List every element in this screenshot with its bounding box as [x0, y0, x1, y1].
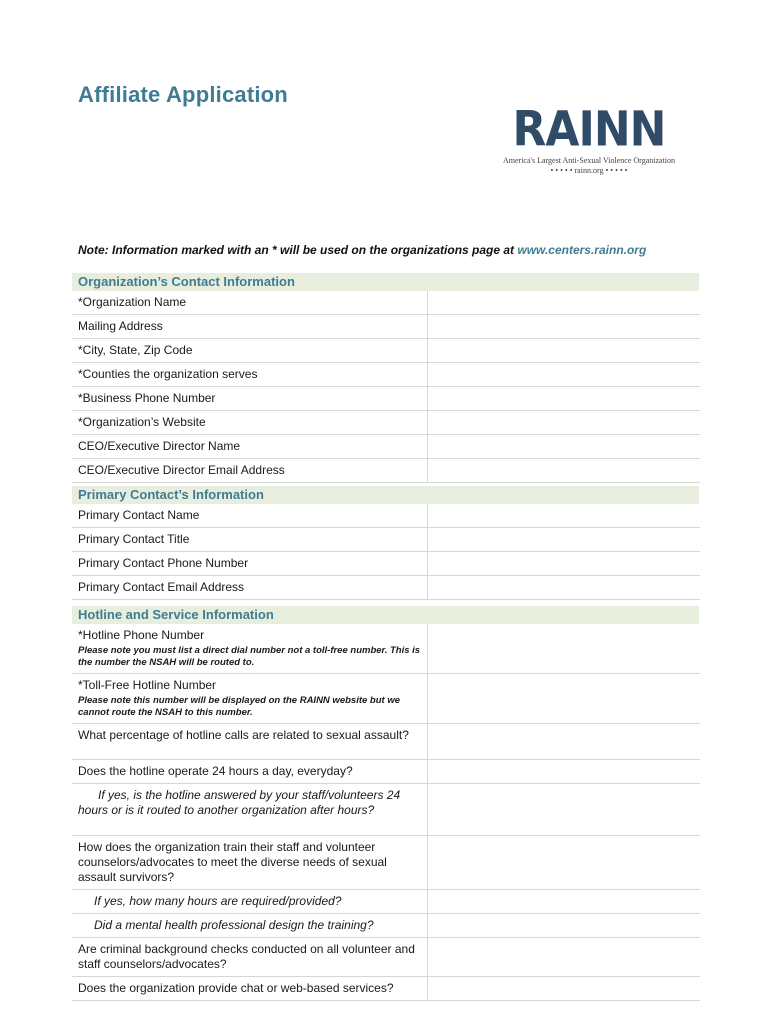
table-row	[72, 552, 700, 576]
field-label: *Counties the organization serves	[72, 363, 428, 387]
tollfree-label: *Toll-Free Hotline Number	[78, 678, 217, 692]
section-heading: Hotline and Service Information	[72, 606, 699, 624]
org-name-field[interactable]	[428, 291, 701, 315]
field-label: Does the organization provide chat or web-based services?	[72, 977, 428, 1001]
open-24-field[interactable]	[428, 760, 701, 784]
org-contact-table	[72, 291, 700, 483]
field-label: Primary Contact Title	[72, 528, 428, 552]
page-title: Affiliate Application	[78, 82, 288, 107]
counties-field[interactable]	[428, 363, 701, 387]
field-label: Mailing Address	[72, 315, 428, 339]
table-row	[72, 411, 700, 435]
note-text	[78, 243, 646, 257]
field-label	[72, 674, 428, 724]
ceo-name-field[interactable]	[428, 435, 701, 459]
hotline-phone-field[interactable]	[428, 624, 701, 674]
field-label: Are criminal background checks conducted on all volunteer and staff counselors/advocates?	[72, 938, 428, 977]
field-label: CEO/Executive Director Email Address	[72, 459, 428, 483]
hotline-table	[72, 624, 700, 1001]
business-phone-field[interactable]	[428, 387, 701, 411]
field-label: *City, State, Zip Code	[72, 339, 428, 363]
table-row	[72, 836, 700, 890]
table-row	[72, 890, 700, 914]
table-row	[72, 674, 700, 724]
background-check-field[interactable]	[428, 938, 701, 977]
hotline-phone-label: *Hotline Phone Number	[78, 628, 205, 642]
logo-url: • • • • • rainn.org • • • • •	[550, 166, 628, 175]
city-state-zip-field[interactable]	[428, 339, 701, 363]
training-field[interactable]	[428, 836, 701, 890]
logo-tagline: America's Largest Anti-Sexual Violence Organization	[502, 156, 676, 165]
field-label: Primary Contact Phone Number	[72, 552, 428, 576]
table-row	[72, 760, 700, 784]
table-row	[72, 914, 700, 938]
org-contact-section	[72, 273, 700, 483]
primary-phone-field[interactable]	[428, 552, 701, 576]
answered-by-label: If yes, is the hotline answered by your staff/volunteers 24 hours or is it routed to another organization after hours?	[78, 788, 401, 817]
table-row	[72, 363, 700, 387]
field-label: Primary Contact Name	[72, 504, 428, 528]
tollfree-field[interactable]	[428, 674, 701, 724]
table-row	[72, 435, 700, 459]
table-row	[72, 576, 700, 600]
field-label: Did a mental health professional design the training?	[72, 914, 428, 938]
hours-field[interactable]	[428, 890, 701, 914]
primary-email-field[interactable]	[428, 576, 701, 600]
primary-name-field[interactable]	[428, 504, 701, 528]
table-row	[72, 624, 700, 674]
section-heading: Organization’s Contact Information	[72, 273, 699, 291]
table-row	[72, 977, 700, 1001]
table-row	[72, 938, 700, 977]
table-row	[72, 784, 700, 836]
field-label: *Business Phone Number	[72, 387, 428, 411]
table-row	[72, 528, 700, 552]
tollfree-note: Please note this number will be displayed on the RAINN website but we cannot route the NSAH to this number.	[78, 695, 401, 718]
table-row	[72, 315, 700, 339]
field-label: *Organization Name	[72, 291, 428, 315]
centers-link[interactable]: www.centers.rainn.org	[517, 243, 647, 257]
table-row	[72, 291, 700, 315]
logo-wordmark: RAINN	[512, 101, 666, 158]
website-field[interactable]	[428, 411, 701, 435]
section-heading: Primary Contact’s Information	[72, 486, 699, 504]
field-label: If yes, how many hours are required/provided?	[72, 890, 428, 914]
table-row	[72, 387, 700, 411]
answered-by-field[interactable]	[428, 784, 701, 836]
pct-calls-field[interactable]	[428, 724, 701, 760]
field-label: What percentage of hotline calls are related to sexual assault?	[72, 724, 428, 760]
primary-contact-table	[72, 504, 700, 600]
field-label: CEO/Executive Director Name	[72, 435, 428, 459]
table-row	[72, 724, 700, 760]
table-row	[72, 459, 700, 483]
field-label: *Organization’s Website	[72, 411, 428, 435]
ceo-email-field[interactable]	[428, 459, 701, 483]
primary-contact-section	[72, 486, 700, 600]
chat-services-field[interactable]	[428, 977, 701, 1001]
hotline-phone-note: Please note you must list a direct dial number not a toll-free number. This is the number the NSAH will be routed to.	[78, 645, 421, 668]
table-row	[72, 339, 700, 363]
field-label: How does the organization train their staff and volunteer counselors/advocates to meet the diverse needs of sexual assault survivors?	[72, 836, 428, 890]
rainn-logo	[496, 101, 682, 176]
field-label	[72, 624, 428, 674]
field-label: Does the hotline operate 24 hours a day, everyday?	[72, 760, 428, 784]
field-label: Primary Contact Email Address	[72, 576, 428, 600]
note-prefix: Note: Information marked with an * will be used on the organizations page at	[78, 243, 518, 257]
hotline-section	[72, 606, 700, 1001]
field-label	[72, 784, 428, 836]
mailing-address-field[interactable]	[428, 315, 701, 339]
mental-health-field[interactable]	[428, 914, 701, 938]
table-row	[72, 504, 700, 528]
primary-title-field[interactable]	[428, 528, 701, 552]
